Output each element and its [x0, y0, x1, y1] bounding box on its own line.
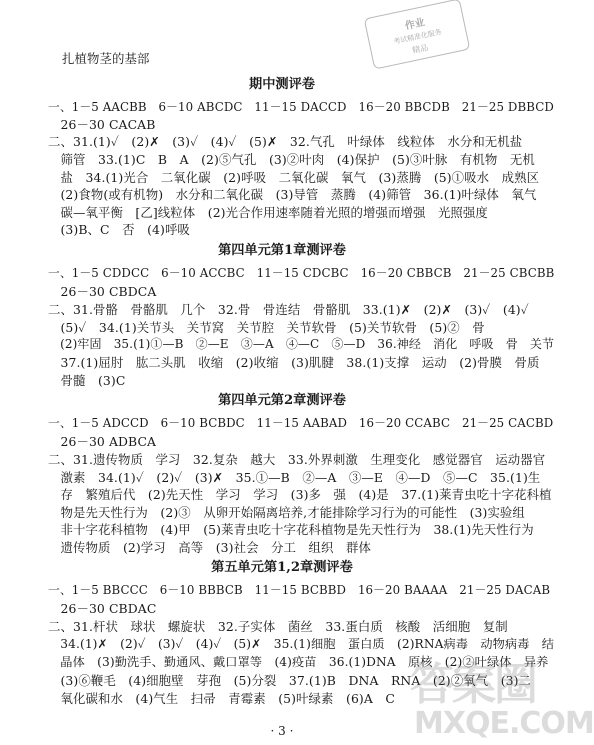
page-number: · 3 · — [270, 724, 294, 738]
answer-line: (2)牢固 35.(1)①—B ②—E ③—A ④—C ⑤—D 36.神经 消化 呼吸 骨 关节 — [48, 337, 555, 351]
answer-line: 非十字花科植物 (4)甲 (5)莱青虫吃十字花科植物是先天性行为 38.(1)先天性行为 — [48, 522, 534, 537]
answer-line: 晶体 (3)勤洗手、勤通风、戴口罩等 (4)疫苗 36.(1)DNA 原核 (2)②叶绿体 异养 — [48, 655, 549, 669]
stamp-line-1: 作业 — [404, 17, 426, 33]
answer-line: 一、1－5 ADCCD 6－10 BCBDC 11－15 AABAD 16－20 CCABC 21－25 CACBD — [48, 416, 554, 430]
answer-line: 二、31.遗传物质 学习 32.复杂 越大 33.外界刺激 生理变化 感觉器官 运动器官 — [48, 452, 546, 467]
answer-line: 筛管 33.(1)C B A (2)⑤气孔 (3)②叶肉 (4)保护 (5)③叶脉 有机物 无机 — [48, 152, 535, 167]
section-title-unit4-ch2: 第四单元第2章测评卷 — [218, 393, 346, 408]
answer-line: 二、31.杆状 球状 螺旋状 32.子实体 菌丝 33.蛋白质 核酸 活细胞 复制 — [48, 619, 508, 634]
answer-line: 骨髓 (3)C — [48, 373, 126, 388]
answer-line: (3)B、C 否 (4)呼吸 — [48, 222, 190, 237]
answer-line: 激素 34.(1)✓ (2)✓ (3)✗ 35.①—B ②—A ③—E ④—D ⑤—C 35.(1)生 — [48, 470, 541, 485]
answer-line: 一、1－5 BBCCC 6－10 BBBCB 11－15 BCBBD 16－20 BAAAA 21－25 DACAB — [48, 583, 551, 597]
intro-text: 扎植物茎的基部 — [62, 51, 150, 66]
stamp-line-2: 考试精准化服务 — [392, 27, 443, 46]
answer-line: 遗传物质 (2)学习 高等 (3)社会 分工 组织 群体 — [48, 540, 371, 555]
answer-line: 二、31.(1)✓ (2)✗ (3)✓ (4)✓ (5)✗ 32.气孔 叶绿体 线粒体 水分和无机盐 — [48, 134, 523, 149]
answer-line: 一、1－5 CDDCC 6－10 ACCBC 11－15 CDCBC 16－20 CBBCB 21－25 CBCBB — [48, 266, 555, 280]
answer-line: 一、1－5 AACBB 6－10 ABCDC 11－15 DACCD 16－20 BBCDB 21－25 DBBCD — [48, 100, 554, 114]
answer-line: 存 繁殖后代 (2)先天性 学习 学习 (3)多 强 (4)是 37.(1)莱青虫吃十字花科植 — [48, 487, 552, 502]
answer-line: 34.(1)✗ (2)✓ (3)✓ (4)✓ (5)✗ 35.(1)细胞 蛋白质 (2)RNA病毒 动物病毒 结 — [48, 637, 555, 651]
watermark-logo-text: 答案圈 — [410, 659, 536, 710]
answer-line: 26－30 CBDAC — [48, 601, 157, 616]
answer-line: 盐 34.(1)光合 二氧化碳 (2)呼吸 二氧化碳 氧气 (3)蒸腾 (5)①吸水 成熟区 — [48, 170, 540, 185]
section-title-unit5-ch1-2: 第五单元第1,2章测评卷 — [211, 560, 353, 575]
answer-line: 26－30 CBDCA — [48, 284, 157, 299]
homework-stamp — [364, 0, 471, 70]
answer-line: 37.(1)屈肘 肱二头肌 收缩 (2)收缩 (3)肌腱 38.(1)支撑 运动 (2)骨膜 骨质 — [48, 355, 540, 370]
section-title-unit4-ch1: 第四单元第1章测评卷 — [218, 243, 346, 258]
section-title-midterm: 期中测评卷 — [249, 77, 315, 92]
watermark-url: MXQE.COM — [414, 706, 594, 741]
answer-line: 氧化碳和水 (4)气生 扫帚 青霉素 (5)叶绿素 (6)A C — [48, 691, 395, 706]
answer-line: 碳—氧平衡 [乙]线粒体 (2)光合作用速率随着光照的增强而增强 光照强度 — [48, 205, 488, 220]
answer-line: 26－30 CACAB — [48, 117, 156, 132]
stamp-line-3: 精品 — [411, 43, 429, 56]
answer-line: 物是先天性行为 (2)③ 从卵开始隔离培养,才能排除学习行为的可能性 (3)实验组 — [48, 505, 525, 520]
answer-line: 二、31.骨骼 骨骼肌 几个 32.骨 骨连结 骨骼肌 33.(1)✗ (2)✗ (3)✓ (4)✓ — [48, 302, 529, 317]
site-watermark — [410, 648, 594, 744]
answer-line: (3)⑥鞭毛 (4)细胞壁 芽孢 (5)分裂 37.(1)B DNA RNA (2)②氧气 (3)二 — [48, 673, 532, 688]
answer-line: (5)✓ 34.(1)关节头 关节窝 关节腔 关节软骨 (5)关节软骨 (5)② 骨 — [48, 320, 485, 335]
answer-line: 26－30 ADBCA — [48, 434, 157, 449]
answer-line: (2)食物(或有机物) 水分和二氧化碳 (3)导管 蒸腾 (4)筛管 36.(1)叶绿体 氧气 — [48, 187, 537, 202]
